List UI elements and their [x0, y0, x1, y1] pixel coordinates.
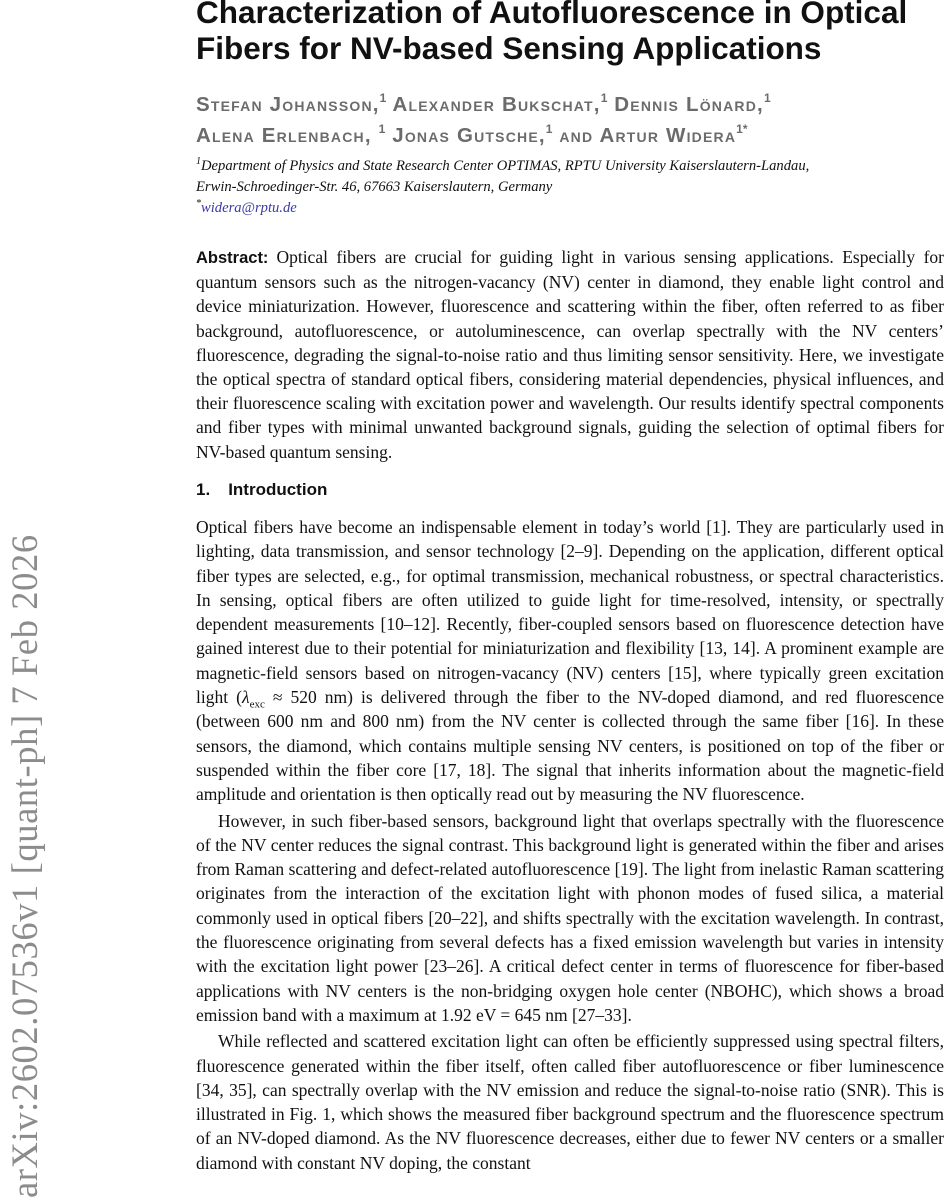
author: Stefan Johansson,$^1$ [196, 91, 387, 116]
affiliation-line: Department of Physics and State Research Center OPTIMAS, RPTU University Kaiserslautern-Landau, [201, 158, 810, 174]
body-text [196, 515, 944, 1177]
section-number: 1. [196, 480, 211, 499]
affiliation-address: Erwin-Schroedinger-Str. 46, 67663 Kaiserslautern, Germany [196, 179, 553, 195]
email-link[interactable]: widera@rptu.de [201, 200, 297, 216]
affiliation [196, 156, 946, 219]
author: Alena Erlenbach, $^1$ [196, 122, 386, 147]
paragraph: Optical fibers have become an indispensable element in today’s world [1]. They are particularly used in lighting, data transmission, and sensor technology [2–9]. Depending on the application, different optical fiber types are selected, e.g., for optimal transmission, mechanical robustness, or spectral characteristics. In sensing, optical fibers are often utilized to guide light for time-resolved, intensity, or spectrally dependent measurements [10–12]. Recently, fiber-coupled sensors based on fluorescence detection have gained interest due to their potential for miniaturization and flexibility [13, 14]. A prominent example are magnetic-field sensors based on nitrogen-vacancy (NV) centers [15], where typically green excitation light ($\lambda_{exc} \approx 520$ nm) is delivered through the fiber to the NV-doped diamond, and red fluorescence (between 600 nm and 800 nm) from the NV center is collected through the same fiber [16]. In these sensors, the diamond, which contains multiple sensing NV centers, is positioned on top of the fiber or suspended within the fiber core [17, 18]. The signal that inherits information about the magnetic-field amplitude and orientation is then optically read out by measuring the NV fluorescence. [196, 517, 945, 805]
author: Alexander Bukschat,$^1$ [392, 91, 608, 116]
paper-title: Characterization of Autofluorescence in Optical Fibers for NV-based Sensing Applications [196, 0, 908, 66]
section-title: Introduction [228, 480, 328, 499]
author: and Artur Widera$^{1*}$ [559, 122, 748, 147]
author: Dennis Lönard,$^1$ [614, 91, 771, 116]
arxiv-identifier: arXiv:2602.07536v1 [quant-ph] 7 Feb 2026 [4, 534, 45, 1198]
abstract [196, 245, 944, 464]
affiliation-marker: 1 [196, 156, 201, 167]
author: Jonas Gutsche,$^1$ [392, 122, 553, 147]
email-marker: * [196, 198, 201, 209]
abstract-text: Optical fibers are crucial for guiding light in various sensing applications. Especially for quantum sensors such as the nitrogen-vacancy (NV) center in diamond, they enable light control and device miniaturization. However, fluorescence and scattering within the fiber, often referred to as fiber background, autofluorescence, or autoluminescence, can overlap spectrally with the NV centers’ fluorescence, degrading the signal-to-noise ratio and thus limiting sensor sensitivity. Here, we investigate the optical spectra of standard optical fibers, considering material dependencies, physical influences, and their fluorescence scaling with excitation power and wavelength. Our results identify spectral components and fiber types with minimal unwanted background signals, guiding the selection of optimal fibers for NV-based quantum sensing. [196, 247, 944, 462]
author-list [196, 89, 946, 151]
paragraph: However, in such fiber-based sensors, background light that overlaps spectrally with the fluorescence of the NV center reduces the signal contrast. This background light is generated within the fiber and arises from Raman scattering and defect-related autofluorescence [19]. The light from inelastic Raman scattering originates from the interaction of the excitation light with phonon modes of fused silica, a material commonly used in optical fibers [20–22], and shifts spectrally with the excitation wavelength. In contrast, the fluorescence originating from several defects has a fixed emission wavelength but varies in intensity with the excitation light power [23–26]. A critical defect center in terms of fluorescence for fiber-based applications with NV centers is the non-bridging oxygen hole center (NBOHC), which shows a broad emission band with a maximum at 1.92 eV = 645 nm [27–33]. [196, 810, 944, 1025]
section-heading [196, 479, 327, 501]
abstract-label: Abstract: [196, 249, 269, 267]
paragraph: While reflected and scattered excitation light can often be efficiently suppressed using spectral filters, fluorescence generated within the fiber itself, often called fiber autofluorescence or fiber luminescence [34, 35], can spectrally overlap with the NV emission and reduce the signal-to-noise ratio (SNR). This is illustrated in Fig. 1, which shows the measured fiber background spectrum and the fluorescence spectrum of an NV-doped diamond. As the NV fluorescence decreases, either due to fewer NV centers or a smaller diamond with constant NV doping, the constant [196, 1031, 944, 1173]
